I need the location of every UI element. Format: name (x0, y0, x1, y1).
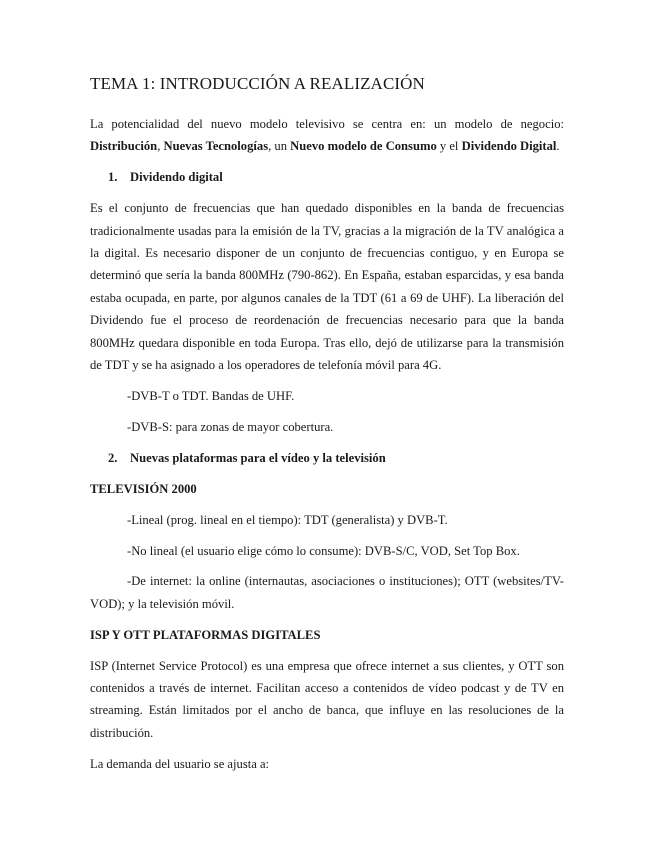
section-title: Nuevas plataformas para el vídeo y la televisión (130, 450, 386, 465)
section-heading-dividendo (90, 166, 564, 188)
section-title: Dividendo digital (130, 170, 223, 185)
section-heading-plataformas (90, 447, 564, 469)
list-item-no-lineal: -No lineal (el usuario elige cómo lo consume): DVB-S/C, VOD, Set Top Box. (127, 543, 520, 558)
closing-paragraph: La demanda del usuario se ajusta a: (90, 756, 270, 771)
dividendo-paragraph: Es el conjunto de frecuencias que han quedado disponibles en la banda de frecuencias tradicionalmente usadas para la emisión de la TV, gracias a la migración de la TV analógica a la digital. Es necesario disponer de un conjunto de frecuencias contiguo, y en Europa se determinó que sería la banda 800MHz (790-862). En España, estaban esparcidas, y esa banda estaba ocupada, en parte, por algunos canales de la TDT (61 a 69 de UHF). La liberación del Dividendo fue el proceso de reordenación de frecuencias necesario para que la banda 800MHz quedara disponible en toda Europa. Tras ello, dejó de utilizarse para la transmisión de TDT y se ha asignado a los operadores de telefonía móvil para 4G. (90, 201, 564, 373)
intro-text: La potencialidad del nuevo modelo televisivo se centra en: un modelo de negocio: (90, 117, 564, 131)
list-item-dvb-t: -DVB-T o TDT. Bandas de UHF. (127, 388, 295, 403)
intro-paragraph: La potencialidad del nuevo modelo televisivo se centra en: un modelo de negocio: Distribución, Nuevas Tecnologías, un Nuevo modelo de Consumo y el Dividendo Digital. (90, 117, 564, 154)
section-number: 1. (108, 170, 118, 185)
document-page (90, 72, 564, 775)
list-item-lineal: -Lineal (prog. lineal en el tiempo): TDT (generalista) y DVB-T. (127, 512, 448, 527)
list-item-internet: -De internet: la online (internautas, asociaciones o instituciones); OTT (websites/TV-VOD); y la televisión móvil. (90, 574, 564, 611)
page-title: TEMA 1: INTRODUCCIÓN A REALIZACIÓN (90, 74, 425, 93)
term-nuevo-modelo-consumo: Nuevo modelo de Consumo (290, 139, 437, 154)
isp-paragraph: ISP (Internet Service Protocol) es una empresa que ofrece internet a sus clientes, y OTT son contenidos a través de internet. Facilitan acceso a contenidos de vídeo podcast y de TV en streaming. Están limitados por el ancho de banca, que influye en las resoluciones de la distribución. (90, 658, 564, 740)
term-distribucion: Distribución (90, 139, 158, 154)
term-dividendo-digital: Dividendo Digital (461, 139, 557, 154)
term-nuevas-tecnologias: Nuevas Tecnologías (163, 139, 269, 154)
list-item-dvb-s: -DVB-S: para zonas de mayor cobertura. (127, 419, 334, 434)
section-number: 2. (108, 450, 118, 465)
subheading-isp-ott: ISP Y OTT PLATAFORMAS DIGITALES (90, 627, 321, 642)
subheading-television-2000: TELEVISIÓN 2000 (90, 481, 197, 496)
